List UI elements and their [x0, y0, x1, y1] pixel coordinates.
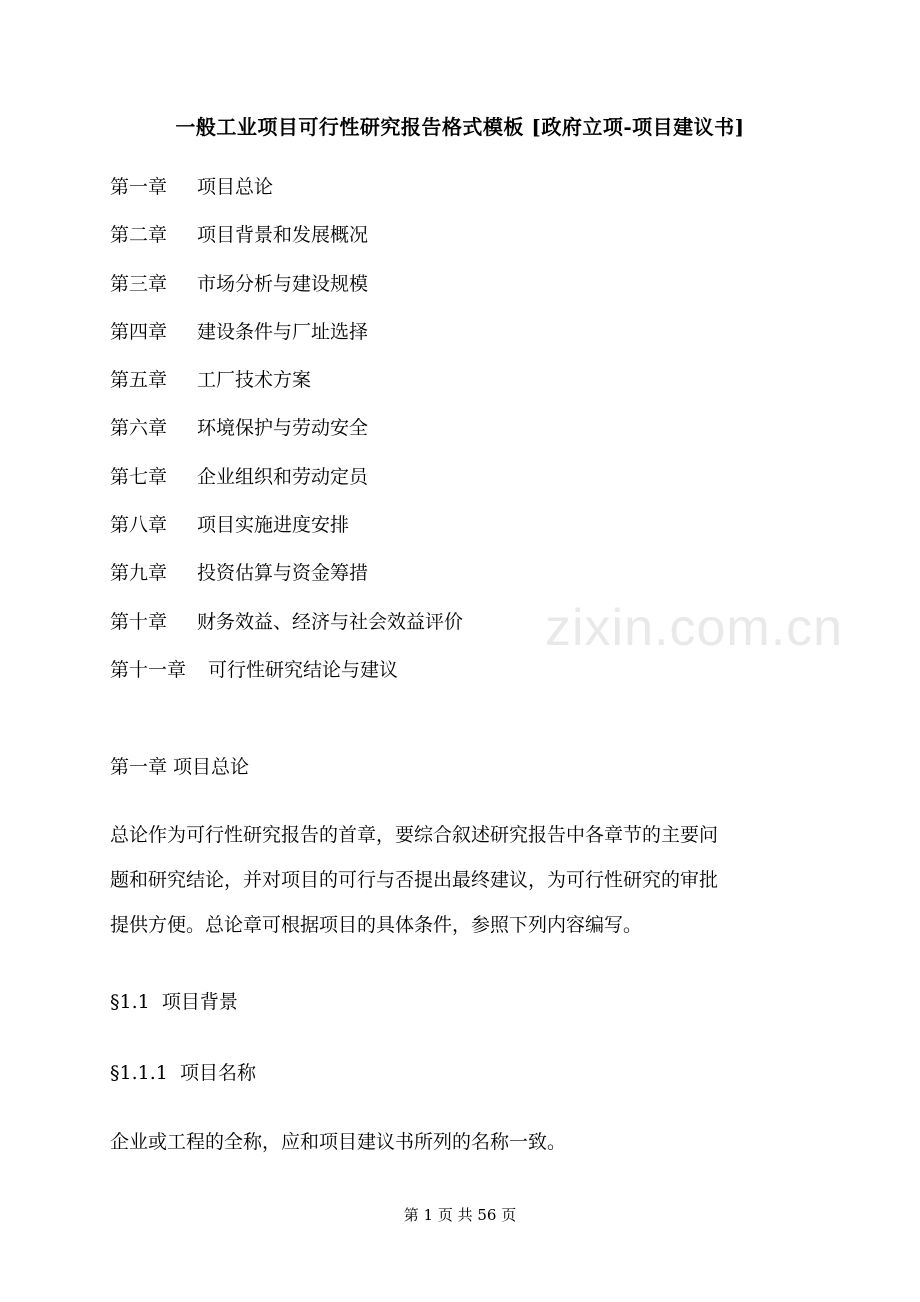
toc-chapter-title: 项目背景和发展概况: [197, 224, 369, 247]
toc-item: [110, 463, 810, 511]
toc-item: [110, 559, 810, 607]
chapter-heading: 第一章 项目总论: [110, 756, 250, 778]
page-footer: 第 1 页 共 56 页: [403, 1206, 517, 1224]
toc-chapter-title: 企业组织和劳动定员: [197, 465, 369, 488]
paragraph-line: 题和研究结论，并对项目的可行与否提出最终建议，为可行性研究的审批: [110, 869, 719, 891]
watermark: zixin.com.cn: [545, 599, 844, 657]
toc-chapter-number: 第五章: [110, 369, 168, 392]
section-heading-1-1-1: [110, 1059, 810, 1087]
toc-chapter-number: 第二章: [110, 224, 168, 247]
toc-chapter-title: 市场分析与建设规模: [197, 272, 369, 295]
document-title: 一般工业项目可行性研究报告格式模板 [政府立项-项目建议书]: [175, 115, 745, 139]
intro-paragraph: [110, 813, 810, 948]
section-heading-1-1: [110, 988, 810, 1016]
toc-chapter-title: 环境保护与劳动安全: [197, 417, 369, 440]
section-title: 项目名称: [179, 1062, 256, 1084]
toc-chapter-title: 建设条件与厂址选择: [197, 320, 369, 343]
toc-chapter-title: 项目总论: [197, 176, 274, 198]
toc-chapter-title: 财务效益、经济与社会效益评价: [197, 610, 464, 633]
toc-chapter-title: 投资估算与资金筹措: [197, 562, 369, 585]
toc-chapter-title: 工厂技术方案: [197, 369, 312, 392]
toc-item: [110, 608, 810, 656]
toc-item: [110, 270, 810, 318]
toc-item: [110, 221, 810, 269]
section-title: 项目背景: [161, 991, 238, 1013]
toc-item: [110, 511, 810, 559]
section-number: §1.1.1: [110, 1062, 168, 1084]
toc-chapter-number: 第四章: [110, 320, 168, 343]
table-of-contents: [110, 173, 810, 704]
toc-item: [110, 173, 810, 221]
paragraph-line: 总论作为可行性研究报告的首章，要综合叙述研究报告中各章节的主要问: [110, 824, 719, 846]
toc-chapter-number: 第八章: [110, 514, 168, 537]
toc-chapter-number: 第七章: [110, 465, 168, 488]
toc-chapter-number: 第三章: [110, 272, 168, 295]
toc-item: [110, 656, 810, 704]
toc-chapter-number: 第一章: [110, 176, 168, 198]
toc-chapter-number: 第六章: [110, 417, 168, 440]
section-number: §1.1: [110, 991, 150, 1013]
toc-item: [110, 366, 810, 414]
toc-chapter-title: 可行性研究结论与建议: [208, 658, 399, 681]
toc-item: [110, 318, 810, 366]
section-body-text: 企业或工程的全称，应和项目建议书所列的名称一致。: [110, 1131, 567, 1153]
toc-chapter-title: 项目实施进度安排: [197, 514, 350, 537]
toc-chapter-number: 第十一章: [110, 658, 187, 681]
toc-chapter-number: 第九章: [110, 562, 168, 585]
toc-item: [110, 414, 810, 462]
paragraph-line: 提供方便。总论章可根据项目的具体条件，参照下列内容编写。: [110, 914, 643, 936]
toc-chapter-number: 第十章: [110, 610, 168, 633]
